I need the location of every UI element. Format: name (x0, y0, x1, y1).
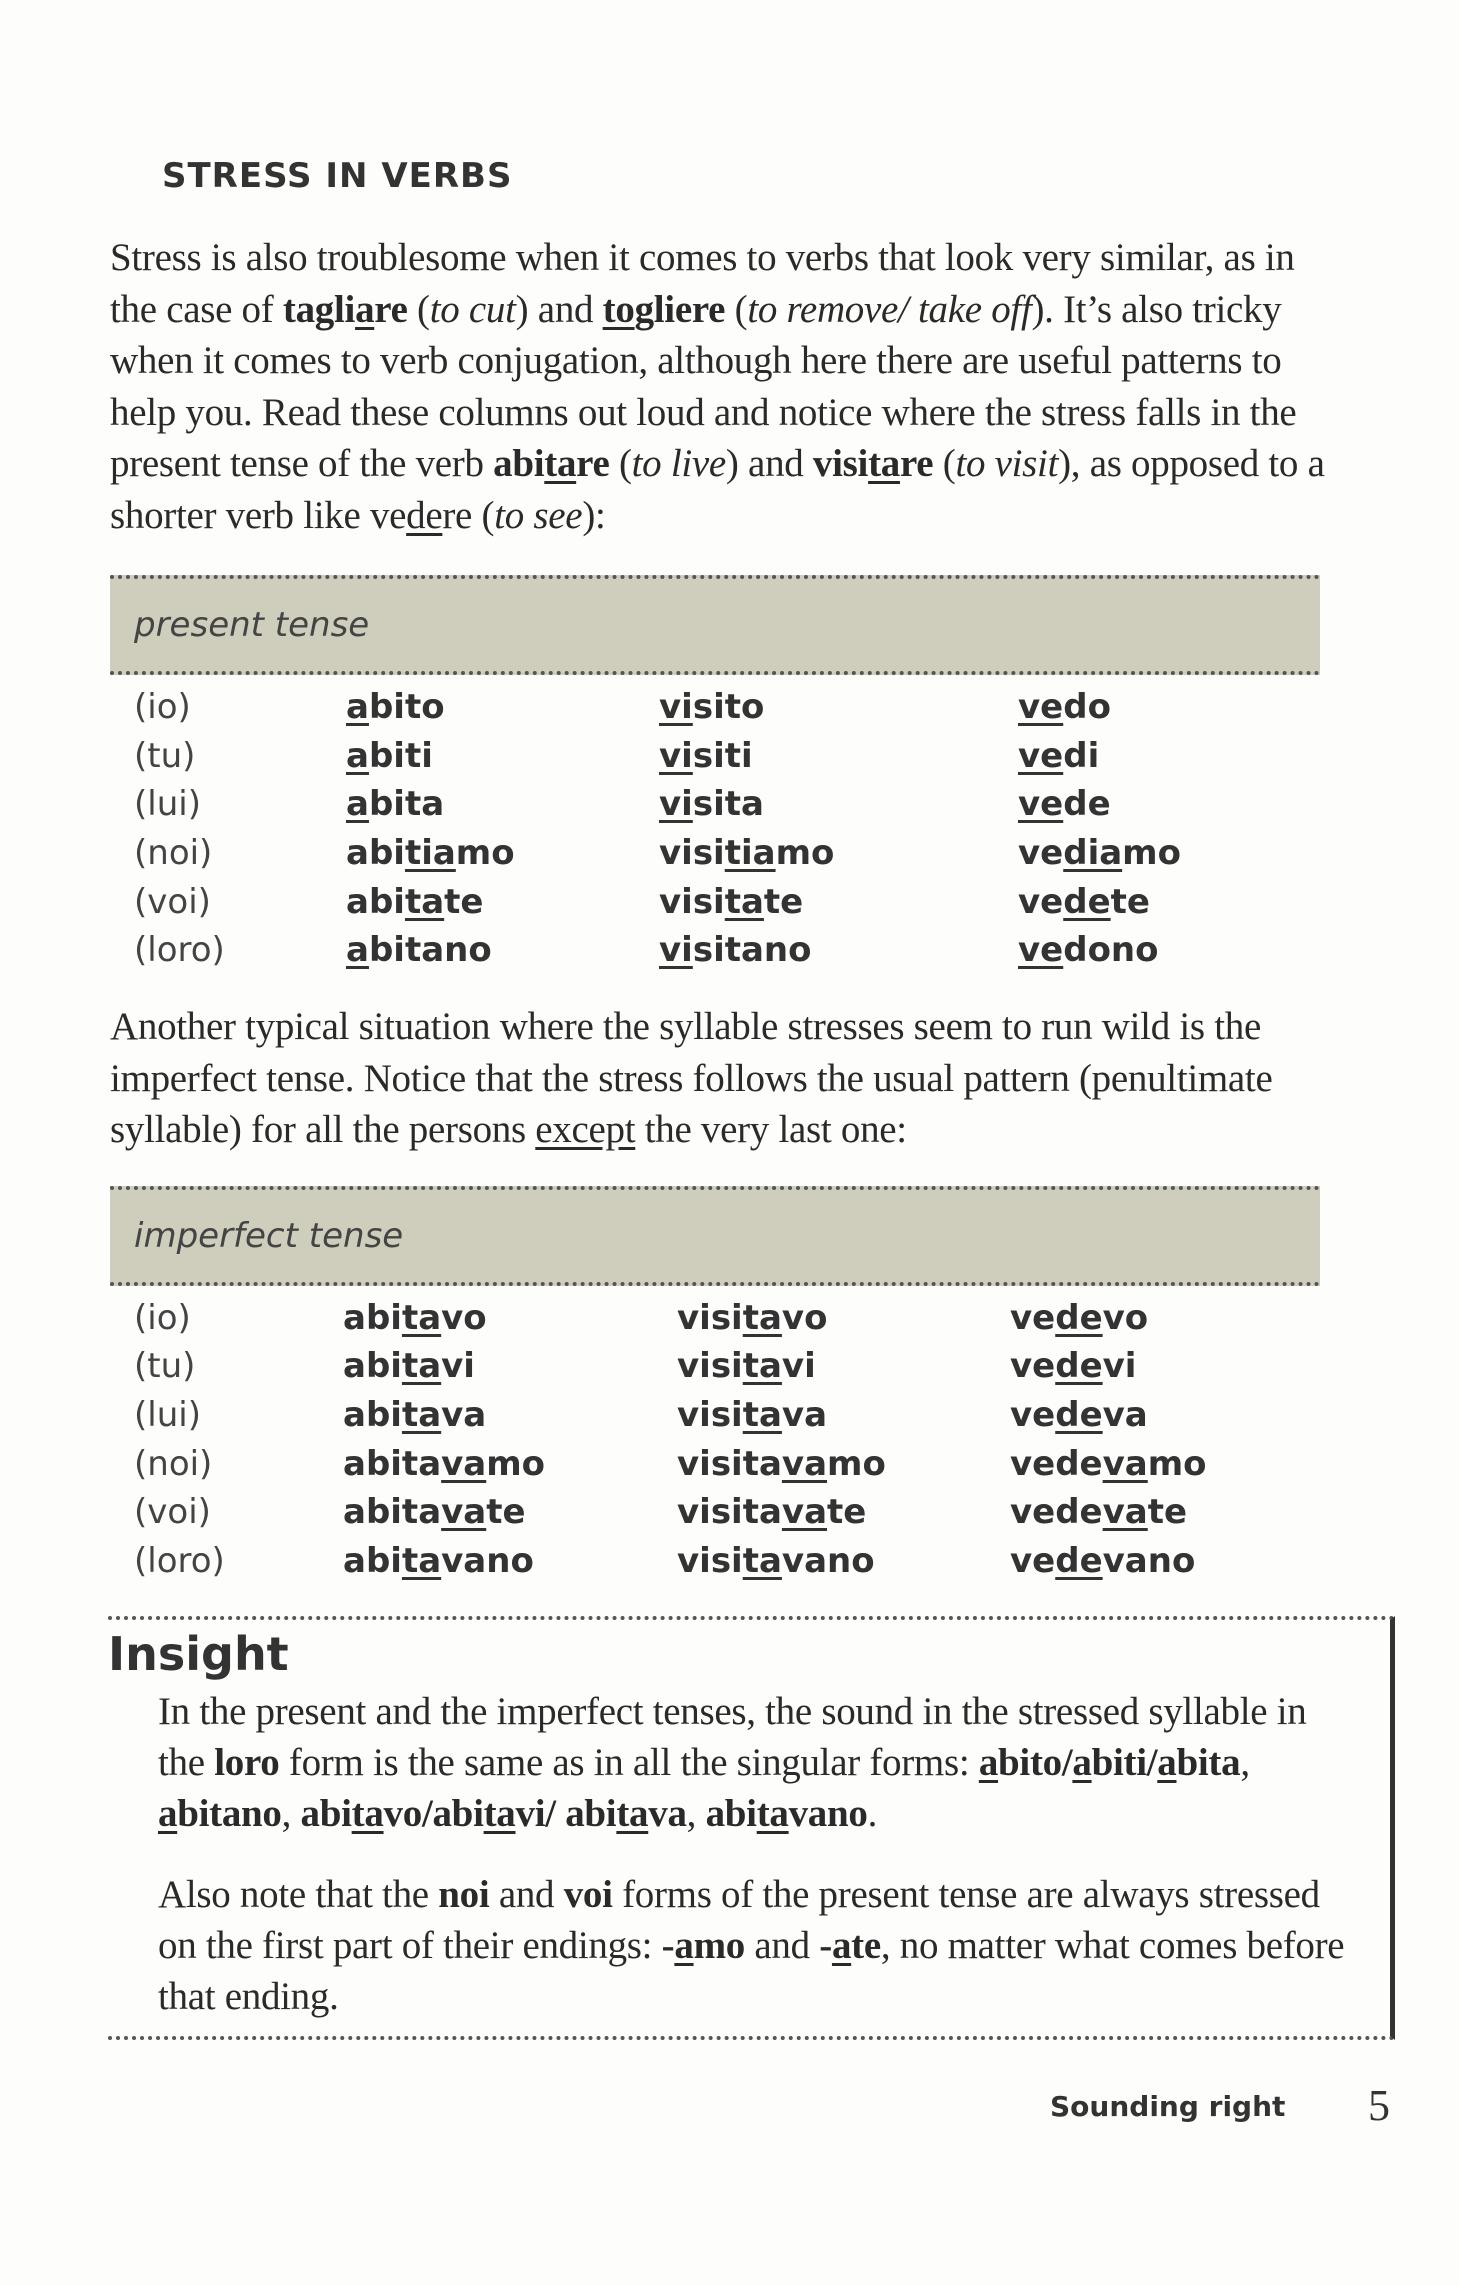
text-run: to cut (429, 287, 516, 331)
text-run: gliere (634, 287, 726, 331)
stressed-syllable: dia (1063, 833, 1123, 874)
verb-form (343, 1298, 487, 1338)
verb-form (677, 1298, 827, 1338)
syllable-text: vo (781, 1297, 828, 1338)
verb-form (346, 784, 444, 824)
stressed-syllable: de (1055, 1346, 1103, 1387)
syllable-text: abi (346, 881, 405, 922)
running-footer: Sounding right (1050, 2089, 1286, 2123)
verb-form (1010, 1444, 1207, 1484)
stressed-syllable: vi (659, 687, 693, 727)
text-run: , no matter what comes before that ending. (158, 1923, 1345, 2018)
text-run: forms of the present tense are always stressed on the first part of their endings: (158, 1872, 1320, 1967)
syllable-text: vano (781, 1541, 875, 1582)
text-run: Also note that the (158, 1872, 439, 1916)
imperfect-tense-header (110, 1186, 1320, 1286)
syllable-text: mo (1122, 833, 1181, 874)
text-run: In the present and the imperfect tenses, the sound in the stressed syllable in the (158, 1689, 1307, 1784)
syllable-text: bito (368, 687, 445, 727)
text-run: bita (1176, 1740, 1241, 1784)
text-run: ta (756, 1791, 789, 1835)
verb-form (346, 736, 433, 776)
text-run: visi (812, 442, 869, 485)
verb-form (659, 930, 811, 970)
syllable-text: visi (677, 1541, 743, 1582)
text-run: to (602, 287, 635, 331)
verb-form (1010, 1395, 1148, 1435)
syllable-text: ve (1018, 881, 1064, 922)
text-run: va (648, 1791, 687, 1835)
syllable-text: ve (1010, 1541, 1056, 1582)
syllable-text: bitano (368, 930, 492, 971)
syllable-text: abi (343, 1297, 402, 1338)
text-run: a (1072, 1740, 1092, 1784)
pronoun: (voi) (134, 1492, 211, 1533)
table-row (110, 833, 1320, 882)
table-row (110, 930, 1320, 979)
stressed-syllable: de (1055, 1297, 1103, 1338)
verb-form (677, 1346, 816, 1386)
syllable-text: abi (346, 833, 405, 874)
insight-paragraph-1 (158, 1686, 1348, 1839)
text-run: ( (725, 287, 748, 331)
syllable-text: bita (368, 784, 445, 825)
text-run: a (674, 1923, 694, 1967)
stressed-syllable: va (1102, 1492, 1148, 1533)
pronoun: (lui) (134, 1395, 201, 1435)
stressed-syllable: ta (724, 881, 764, 922)
text-run: - (819, 1923, 832, 1967)
verb-form (677, 1444, 886, 1484)
text-run: a (1157, 1740, 1177, 1784)
verb-form (659, 833, 834, 873)
text-run: the very last one: (635, 1108, 907, 1152)
stressed-syllable: tia (404, 833, 456, 874)
stressed-syllable: ta (404, 881, 445, 922)
syllable-text: te (1147, 1492, 1188, 1533)
verb-form (346, 687, 445, 727)
syllable-text: mo (455, 833, 515, 874)
syllable-text: va (1102, 1395, 1148, 1435)
text-run: , (686, 1791, 706, 1835)
text-run: ta (483, 1791, 516, 1835)
syllable-text: te (763, 881, 804, 922)
text-run: , (281, 1791, 301, 1835)
verb-form (677, 1492, 866, 1532)
pronoun: (lui) (134, 784, 201, 825)
verb-form (346, 882, 483, 922)
stressed-syllable: a (346, 735, 369, 776)
syllable-text: visi (659, 833, 725, 874)
text-run: a (158, 1791, 178, 1835)
text-run: ( (609, 442, 632, 485)
stressed-syllable: va (441, 1492, 487, 1533)
verb-form (346, 833, 515, 873)
text-run: mo (693, 1923, 745, 1967)
verb-form (677, 1395, 827, 1435)
pronoun: (loro) (134, 1541, 225, 1582)
text-run: ( (407, 287, 430, 331)
text-run: bitano (177, 1791, 282, 1835)
stressed-syllable: tia (724, 833, 776, 874)
text-run: bito/ (998, 1740, 1073, 1784)
verb-form (1018, 882, 1150, 922)
stressed-syllable: ta (742, 1541, 782, 1582)
text-run: a (831, 1923, 852, 1967)
verb-form (1018, 930, 1159, 970)
verb-form (659, 784, 764, 824)
text-run: ve (369, 493, 407, 537)
text-run: vano (788, 1791, 868, 1835)
intro-paragraph (110, 232, 1330, 541)
present-tense-table (110, 687, 1320, 979)
text-run: and (744, 1923, 820, 1967)
insight-title: Insight (108, 1626, 289, 1681)
text-run: ta (544, 442, 577, 485)
text-run: biti/ (1091, 1740, 1158, 1784)
stressed-syllable: ta (401, 1297, 442, 1338)
stressed-syllable: va (781, 1443, 828, 1484)
pronoun: (tu) (134, 1346, 196, 1387)
syllable-text: vi (781, 1346, 816, 1387)
text-run: form is the same as in all the singular forms: (279, 1740, 979, 1784)
stressed-syllable: vi (659, 930, 693, 971)
syllable-text: abi (343, 1346, 402, 1387)
syllable-text: di (1063, 735, 1100, 776)
text-run: and (489, 1872, 564, 1916)
syllable-text: abi (343, 1541, 402, 1582)
syllable-text: ve (1018, 833, 1064, 874)
stressed-syllable: a (346, 687, 369, 727)
stressed-syllable: ve (1018, 687, 1064, 727)
verb-form (1018, 687, 1111, 727)
syllable-text: ve (1010, 1395, 1056, 1435)
verb-form (343, 1492, 526, 1532)
pronoun: (io) (134, 687, 191, 727)
stressed-syllable: a (346, 930, 369, 971)
verb-form (677, 1541, 875, 1581)
syllable-text: sita (692, 784, 764, 825)
syllable-text: vede (1010, 1492, 1103, 1533)
stressed-syllable: ve (1018, 784, 1064, 825)
verb-form (343, 1541, 534, 1581)
syllable-text: te (827, 1492, 867, 1533)
syllable-text: vi (441, 1346, 475, 1387)
text-run: abi (300, 1791, 352, 1835)
table-row (110, 1492, 1320, 1541)
table-row (110, 1541, 1320, 1590)
stressed-syllable: ve (1018, 930, 1064, 971)
text-run: ) and (515, 287, 603, 331)
text-run: a (355, 287, 375, 331)
text-run: de (406, 493, 443, 537)
text-run: vo/abi (383, 1791, 484, 1835)
imperfect-tense-title: imperfect tense (134, 1215, 404, 1256)
stressed-syllable: a (346, 784, 369, 825)
text-run: loro (214, 1740, 280, 1784)
pronoun: (noi) (134, 833, 213, 874)
verb-form (346, 930, 492, 970)
pronoun: (tu) (134, 735, 196, 776)
table-row (110, 687, 1320, 736)
text-run: ). It’s also tricky when it comes to verb conjugation, although here there are useful patterns to help you. Read these columns out loud and notice where the stress falls in the present tense of the verb (110, 287, 1297, 485)
syllable-text: ve (1010, 1297, 1056, 1338)
syllable-text: visi (659, 881, 725, 922)
stressed-syllable: ta (401, 1346, 442, 1387)
syllable-text: vo (1102, 1297, 1149, 1338)
text-run: abi (705, 1791, 757, 1835)
syllable-text: visita (677, 1443, 782, 1484)
syllable-text: visi (677, 1297, 743, 1338)
table-row (110, 1346, 1320, 1395)
stressed-syllable: ta (742, 1346, 782, 1387)
verb-form (343, 1444, 545, 1484)
text-run: ), as opposed to a shorter verb like (110, 442, 1325, 537)
pronoun: (io) (134, 1297, 191, 1338)
text-run: except (535, 1108, 636, 1152)
text-run: a (978, 1740, 999, 1784)
syllable-text: ve (1010, 1346, 1056, 1387)
verb-form (1018, 736, 1099, 776)
content-column (108, 232, 1390, 2150)
text-run: to live (631, 442, 726, 485)
text-run: to visit (955, 442, 1059, 485)
syllable-text: vo (441, 1297, 487, 1338)
text-run: ta (351, 1791, 384, 1835)
text-run: re (899, 442, 934, 485)
page-number: 5 (1368, 2080, 1390, 2130)
syllable-text: dono (1063, 930, 1159, 971)
verb-form (343, 1346, 475, 1386)
syllable-text: vi (1102, 1346, 1137, 1387)
stressed-syllable: ta (742, 1297, 782, 1338)
syllable-text: visita (677, 1492, 782, 1533)
verb-form (1018, 833, 1181, 873)
verb-form (659, 882, 803, 922)
stressed-syllable: va (441, 1443, 487, 1484)
syllable-text: do (1063, 687, 1111, 727)
verb-form (1010, 1346, 1136, 1386)
stressed-syllable: ta (742, 1395, 782, 1435)
text-run: ta (616, 1791, 649, 1835)
syllable-text: te (486, 1492, 526, 1533)
table-row (110, 882, 1320, 931)
present-tense-header (110, 575, 1320, 675)
verb-form (1010, 1492, 1187, 1532)
section-heading: STRESS IN VERBS (162, 156, 513, 196)
syllable-text: biti (368, 735, 433, 776)
text-run: Another typical situation where the syllable stresses seem to run wild is the imperfect tense. Notice that the stress follows the usual pattern (penultimate syllable) for all the persons (110, 1005, 1273, 1152)
imperfect-tense-table (110, 1298, 1320, 1590)
verb-form (659, 687, 764, 727)
text-run: Stress is also troublesome when it comes to verbs that look very similar, as in the case of (110, 236, 1295, 331)
pronoun: (voi) (134, 881, 211, 922)
verb-form (1010, 1298, 1148, 1338)
table-row (110, 1298, 1320, 1347)
imperfect-intro-paragraph (110, 1001, 1330, 1156)
verb-form (1010, 1541, 1195, 1581)
text-run: noi (438, 1872, 490, 1916)
syllable-text: vede (1010, 1443, 1103, 1484)
syllable-text: siti (692, 735, 753, 776)
syllable-text: mo (486, 1443, 546, 1484)
stressed-syllable: ta (401, 1541, 442, 1582)
table-row (110, 1444, 1320, 1493)
text-run: to remove/ take off (747, 287, 1032, 331)
verb-form (343, 1395, 486, 1435)
text-run: ): (582, 493, 606, 537)
text-run: , (1240, 1740, 1250, 1784)
text-run: voi (563, 1872, 613, 1916)
stressed-syllable: va (781, 1492, 828, 1533)
text-run: vi/ abi (515, 1791, 617, 1835)
text-run: re (374, 287, 408, 331)
pronoun: (loro) (134, 930, 225, 971)
insight-box (108, 1616, 1395, 2040)
text-run: - (661, 1923, 675, 1967)
stressed-syllable: vi (659, 784, 693, 825)
syllable-text: mo (827, 1443, 886, 1484)
table-row (110, 784, 1320, 833)
text-run: to see (494, 493, 583, 537)
table-row (110, 736, 1320, 785)
stressed-syllable: de (1055, 1395, 1103, 1435)
syllable-text: vano (441, 1541, 534, 1582)
text-run: te (851, 1923, 881, 1967)
text-run: ( (933, 442, 956, 485)
text-run: ta (868, 442, 900, 485)
stressed-syllable: ta (401, 1395, 442, 1435)
syllable-text: abita (343, 1443, 442, 1484)
text-run: . (867, 1791, 878, 1835)
syllable-text: va (441, 1395, 487, 1435)
table-row (110, 1395, 1320, 1444)
syllable-text: visi (677, 1395, 743, 1435)
verb-form (659, 736, 753, 776)
syllable-text: sito (692, 687, 765, 727)
syllable-text: vano (1102, 1541, 1196, 1582)
syllable-text: mo (1147, 1443, 1207, 1484)
syllable-text: sitano (692, 930, 812, 971)
stressed-syllable: de (1063, 881, 1111, 922)
page-footer (110, 2080, 1390, 2150)
text-run: ) and (725, 442, 813, 485)
present-tense-title: present tense (134, 605, 370, 645)
verb-form (1018, 784, 1111, 824)
syllable-text: te (444, 881, 484, 922)
insight-paragraph-2 (158, 1869, 1348, 2022)
syllable-text: de (1063, 784, 1111, 825)
syllable-text: va (781, 1395, 828, 1435)
text-run: tagli (282, 287, 356, 331)
stressed-syllable: ve (1018, 735, 1064, 776)
syllable-text: te (1110, 881, 1150, 922)
stressed-syllable: vi (659, 735, 693, 776)
text-run: abi (493, 442, 545, 485)
syllable-text: visi (677, 1346, 743, 1387)
pronoun: (noi) (134, 1443, 213, 1484)
syllable-text: abita (343, 1492, 442, 1533)
syllable-text: mo (775, 833, 835, 874)
text-run: re (576, 442, 610, 485)
stressed-syllable: va (1102, 1443, 1148, 1484)
syllable-text: abi (343, 1395, 402, 1435)
stressed-syllable: de (1055, 1541, 1103, 1582)
text-run: re ( (442, 493, 495, 537)
